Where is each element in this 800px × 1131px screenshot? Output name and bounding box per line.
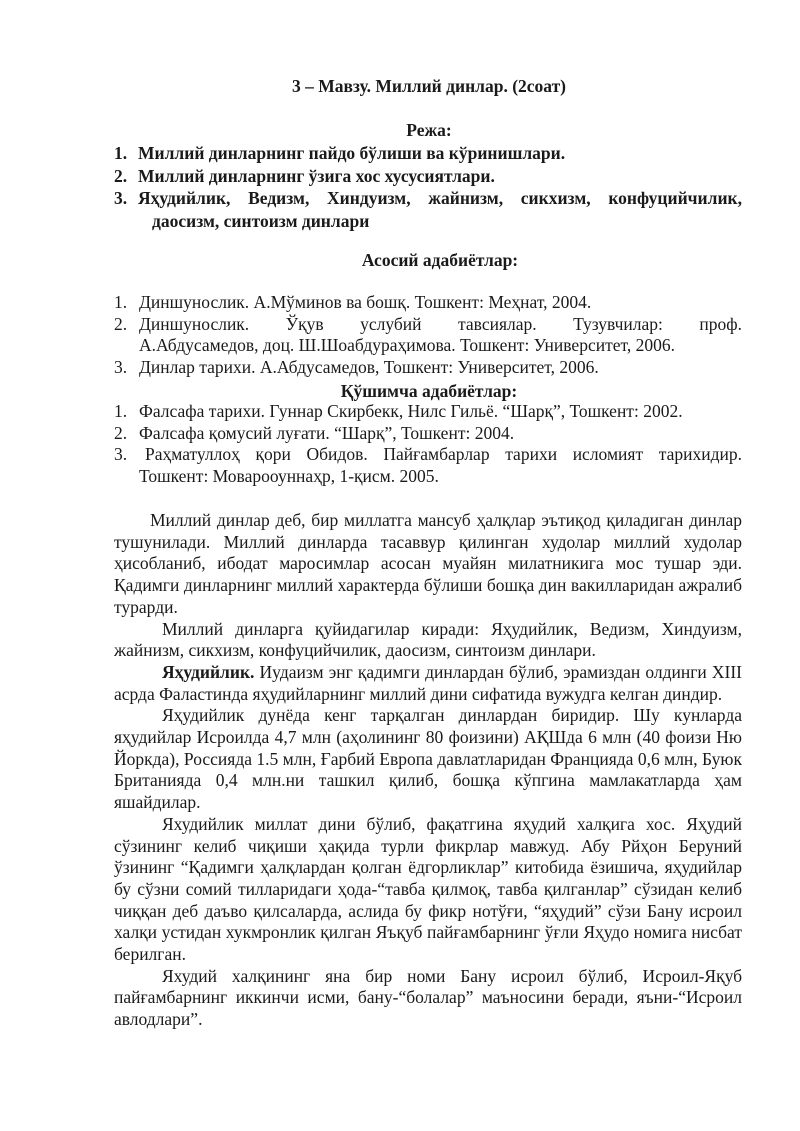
literature-item-number: 2. [114,313,128,334]
literature-item-continuation: А.Абдусамедов, доц. Ш.Шоабдураҳимова. Тошкент: Университет, 2006. [139,335,675,355]
plan-item-continuation: даосизм, синтоизм динлари [152,210,370,231]
plan-item-text: Яҳудийлик, Ведизм, Хиндуизм, жайнизм, сикхизм, конфуцийчилик, [138,188,742,208]
literature-item-text: Динлар тарихи. А.Абдусамедов, Тошкент: Университет, 2006. [139,356,599,377]
paragraph-text: Иудаизм энг қадимги динлардан бўлиб, эрамиздан олдинги XIII асрда Фаластинда яҳудийларнинг миллий дини сифатида вужудга келган диндир. [114,661,742,704]
plan-item [114,142,742,165]
plan-item [114,165,742,188]
extra-literature-list [114,401,742,487]
literature-item [114,401,742,423]
literature-item [114,444,742,487]
literature-item-continuation: Тошкент: Моварооуннаҳр, 1-қисм. 2005. [139,465,439,486]
extra-literature-heading: Қўшимча адабиётлар: [340,381,518,401]
literature-item-number: 2. [114,422,128,443]
page-title: 3 – Мавзу. Миллий динлар. (2соат) [291,76,567,96]
plan-item-number: 1. [114,143,128,163]
literature-item [114,314,742,357]
plan-item [114,187,742,232]
paragraph [114,662,742,705]
literature-item [114,292,742,314]
literature-item-text: Раҳматуллоҳ қори Обидов. Пайғамбарлар тарихи исломият тарихидир. [145,444,742,464]
plan-item-number: 2. [114,165,128,186]
main-literature-list [114,292,742,378]
literature-item [114,357,742,379]
literature-item-text: Фалсафа қомусий луғати. “Шарқ”, Тошкент: 2004. [139,422,515,443]
plan-item-number: 3. [114,188,128,208]
body-text [114,510,742,1031]
literature-item-number: 1. [114,292,128,312]
paragraph: Яҳудийлик дунёда кенг тарқалган динлардан биридир. Шу кунларда яҳудийлар Исроилда 4,7 млн (аҳолининг 80 фоизини) АҚШда 6 млн (40 фоизи Ню Йоркда), Россияда 1.5 млн, Ғарбий Европа давлатларидан Францияда 0,6 млн, Буюк Британияда 0,4 млн.ни ташкил қилиб, бошқа кўпгина мамлакатларда ҳам яшайдилар. [114,705,742,813]
plan-item-text: Миллий динларнинг пайдо бўлиши ва кўринишлари. [138,143,566,163]
plan-item-text: Миллий динларнинг ўзига хос хусусиятлари. [138,165,495,186]
literature-item-text: Диншунослик. Ўқув услубий тавсиялар. Тузувчилар: проф. [139,313,742,334]
literature-item-number: 3. [114,356,128,377]
paragraph: Яхудийлик миллат дини бўлиб, фақатгина яҳудий халқига хос. Яҳудий сўзининг келиб чиқиши ҳақида турли фикрлар мавжуд. Абу Рйҳон Беруний ўзининг “Қадимги ҳалқлардан қолган ёдгорликлар” китобида ёзишича, яҳудийлар бу сўзни сомий тилларидаги ҳода-“тавба қилмоқ, тавба қилганлар” сўзидан келиб чиққан деб даъво қилсаларда, аслида бу фикр нотўғи, “яҳудий” сўзи Бану исроил халқи устидан хукмронлик қилган Яъқуб пайғамбарнинг ўғли Яҳудо номига нисбат берилган. [114,813,742,965]
literature-item-text: Диншунослик. А.Мўминов ва бошқ. Тошкент: Меҳнат, 2004. [139,292,592,312]
literature-item-number: 1. [114,401,128,421]
plan-heading: Режа: [406,120,452,140]
paragraph: Яхудий халқининг яна бир номи Бану исроил бўлиб, Исроил-Яқуб пайғамбарнинг иккинчи исми, бану-“болалар” маъносини беради, яъни-“Исроил авлодлари”. [114,965,742,1030]
paragraph: Миллий динлар деб, бир миллатга мансуб ҳалқлар эътиқод қиладиган динлар тушунилади. Миллий динларда тасаввур қилинган худолар миллий худолар ҳисобланиб, ибодат маросимлар асосан муайян милатникига мос тушар эди. Қадимги динларнинг миллий характерда бўлиши бошқа дин вакилларидан ажралиб турарди. [114,510,742,617]
term-judaism: Яҳудийлик. [162,661,255,682]
literature-item-text: Фалсафа тарихи. Гуннар Скирбекк, Нилс Гильё. “Шарқ”, Тошкент: 2002. [139,401,683,421]
paragraph: Миллий динларга қуйидагилар киради: Яҳудийлик, Ведизм, Хиндуизм, жайнизм, сикхизм, конфуцийчилик, даосизм, синтоизм динлари. [114,618,742,661]
literature-item [114,423,742,445]
main-literature-heading: Асосий адабиётлар: [361,250,519,270]
literature-item-number: 3. [114,444,128,464]
plan-list [114,142,742,232]
